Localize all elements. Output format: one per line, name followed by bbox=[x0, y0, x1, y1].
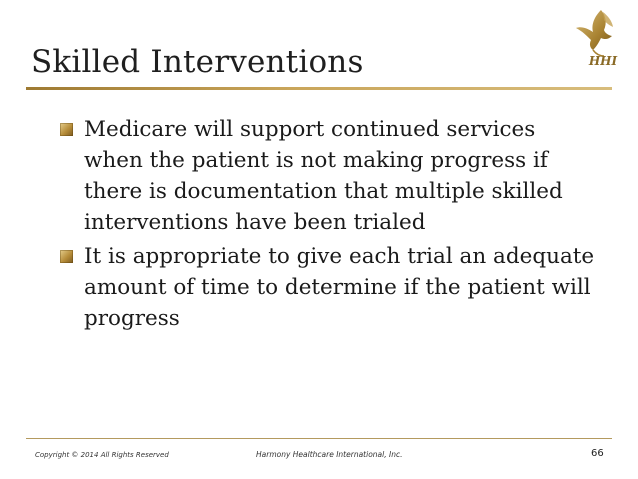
bullet-item bbox=[60, 241, 600, 334]
dove-icon bbox=[576, 10, 613, 56]
logo-text: HHI bbox=[588, 54, 618, 68]
hhi-dove-logo bbox=[573, 6, 623, 68]
gold-square-bullet-icon bbox=[60, 123, 73, 136]
bullet-text: Medicare will support continued services when the patient is not making progress if there is documentation that multiple skilled interventions have been trialed bbox=[84, 117, 563, 235]
page-number: 66 bbox=[591, 448, 604, 459]
footer-company: Harmony Healthcare International, Inc. bbox=[256, 450, 403, 459]
slide-title: Skilled Interventions bbox=[31, 44, 364, 80]
footer-divider bbox=[26, 438, 612, 439]
footer-copyright: Copyright © 2014 All Rights Reserved bbox=[35, 451, 169, 459]
bullet-item bbox=[60, 114, 600, 238]
gold-square-bullet-icon bbox=[60, 250, 73, 263]
bullet-list bbox=[60, 114, 600, 337]
title-underline bbox=[26, 87, 612, 90]
bullet-text: It is appropriate to give each trial an adequate amount of time to determine if the patient will progress bbox=[84, 244, 595, 331]
